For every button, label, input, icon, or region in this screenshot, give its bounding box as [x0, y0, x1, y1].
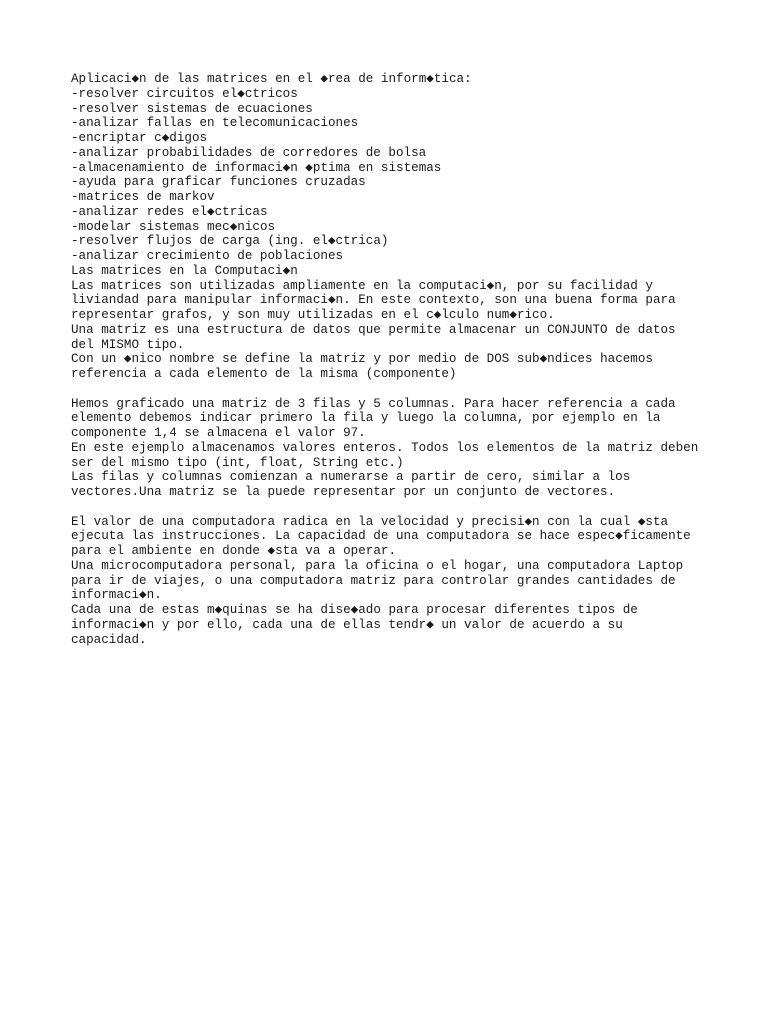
paragraph-line: para ir de viajes, o una computadora matriz para controlar grandes cantidades de: [71, 573, 676, 588]
list-item: -analizar crecimiento de poblaciones: [71, 249, 344, 263]
paragraph-line: representar grafos, y son muy utilizadas en el c◆lculo num◆rico.: [71, 308, 555, 322]
paragraph-line: capacidad.: [71, 632, 147, 647]
section-heading-line: Las matrices en la Computaci◆n: [71, 263, 298, 278]
paragraph-line: Cada una de estas m◆quinas se ha dise◆ado para procesar diferentes tipos de: [71, 603, 638, 617]
list-item: -ayuda para graficar funciones cruzadas: [71, 175, 366, 190]
paragraph-line: referencia a cada elemento de la misma (componente): [71, 367, 457, 381]
list-item: -resolver sistemas de ecuaciones: [71, 101, 313, 116]
paragraph-line: Una microcomputadora personal, para la oficina o el hogar, una computadora Laptop: [71, 558, 684, 573]
list-item: -analizar fallas en telecomunicaciones: [71, 116, 359, 131]
list-item: -encriptar c◆digos: [71, 131, 208, 145]
paragraph-line: Las filas y columnas comienzan a numerarse a partir de cero, similar a los: [71, 470, 631, 485]
list-item: -resolver circuitos el◆ctricos: [71, 86, 298, 101]
list-item: -matrices de markov: [71, 190, 215, 204]
heading-line: Aplicaci◆n de las matrices en el ◆rea de inform◆tica:: [71, 72, 472, 86]
list-item: -almacenamiento de informaci◆n ◆ptima en sistemas: [71, 160, 442, 175]
paragraph-line: El valor de una computadora radica en la velocidad y precisi◆n con la cual ◆sta: [71, 514, 669, 529]
blank-line: [71, 382, 731, 397]
paragraph-line: Con un ◆nico nombre se define la matriz y por medio de DOS sub◆ndices hacemos: [71, 352, 653, 367]
list-item: -modelar sistemas mec◆nicos: [71, 219, 276, 234]
paragraph-line: para el ambiente en donde ◆sta va a operar.: [71, 544, 396, 558]
paragraph-line: ser del mismo tipo (int, float, String etc.): [71, 455, 404, 470]
paragraph-line: En este ejemplo almacenamos valores enteros. Todos los elementos de la matriz deben: [71, 440, 699, 455]
paragraph-line: Una matriz es una estructura de datos que permite almacenar un CONJUNTO de datos: [71, 322, 676, 337]
paragraph-line: informaci◆n.: [71, 588, 162, 603]
paragraph-line: del MISMO tipo.: [71, 337, 185, 352]
paragraph-line: componente 1,4 se almacena el valor 97.: [71, 426, 366, 440]
list-item: -analizar probabilidades de corredores de bolsa: [71, 145, 427, 160]
blank-line: [71, 500, 731, 515]
paragraph-line: elemento debemos indicar primero la fila y luego la columna, por ejemplo en la: [71, 411, 661, 426]
paragraph-line: Las matrices son utilizadas ampliamente en la computaci◆n, por su facilidad y: [71, 278, 653, 293]
paragraph-line: liviandad para manipular informaci◆n. En este contexto, son una buena forma para: [71, 293, 676, 308]
paragraph-line: Hemos graficado una matriz de 3 filas y 5 columnas. Para hacer referencia a cada: [71, 396, 676, 411]
document-text: [71, 72, 731, 647]
paragraph-line: informaci◆n y por ello, cada una de ellas tendr◆ un valor de acuerdo a su: [71, 617, 623, 632]
paragraph-line: ejecuta las instrucciones. La capacidad de una computadora se hace espec◆ficamente: [71, 529, 691, 544]
paragraph-line: vectores.Una matriz se la puede representar por un conjunto de vectores.: [71, 485, 616, 499]
list-item: -analizar redes el◆ctricas: [71, 204, 268, 219]
list-item: -resolver flujos de carga (ing. el◆ctrica): [71, 234, 389, 249]
